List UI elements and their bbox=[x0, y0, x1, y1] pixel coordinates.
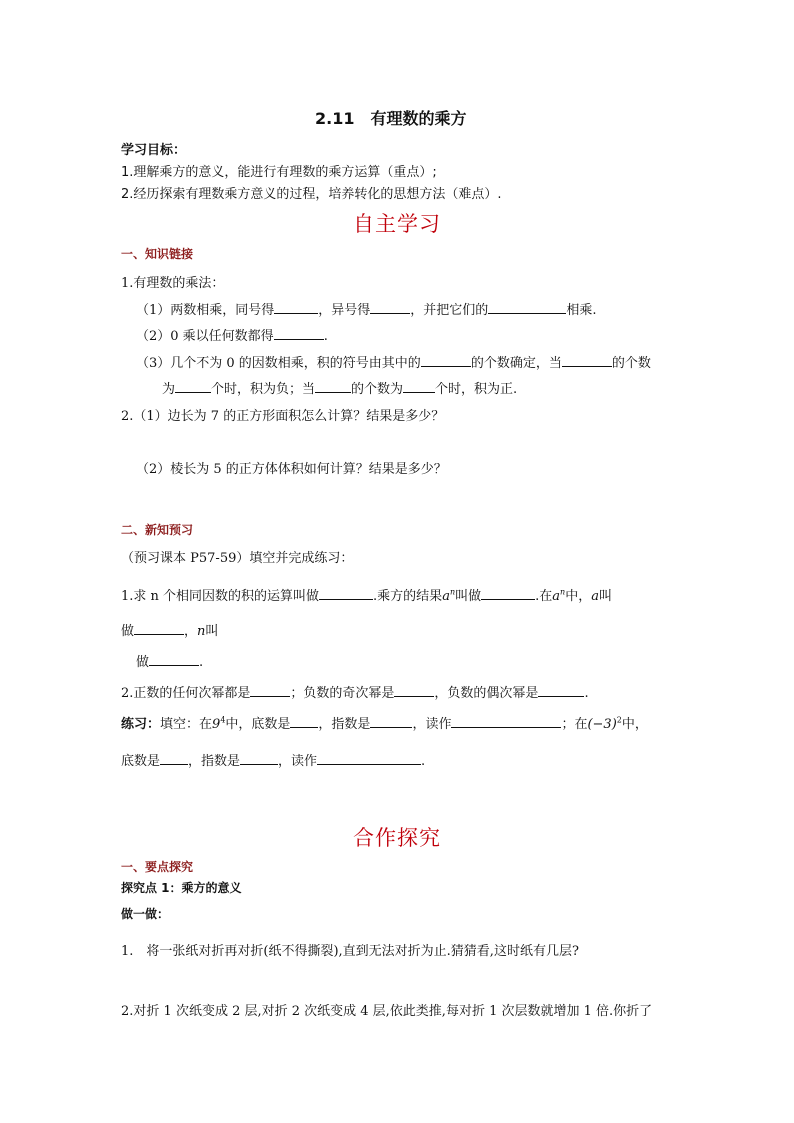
fill-blank[interactable] bbox=[240, 752, 278, 765]
fill-blank[interactable] bbox=[370, 715, 412, 728]
fill-blank[interactable] bbox=[149, 653, 199, 666]
self-study-banner: 自主学习 bbox=[353, 212, 441, 236]
question-line: 做 ，n叫 bbox=[121, 624, 219, 639]
fill-blank[interactable] bbox=[451, 715, 561, 728]
question-line: 1.求 n 个相同因数的积的运算叫做 .乘方的结果$a^n$叫做 .在$a^n$中，a叫 bbox=[121, 587, 612, 604]
fill-blank[interactable] bbox=[562, 354, 612, 367]
fill-blank[interactable] bbox=[250, 684, 290, 697]
question-line: （2）0 乘以任何数都得 . bbox=[136, 329, 328, 344]
exploration-point: 探究点 1：乘方的意义 bbox=[121, 881, 242, 895]
fill-blank[interactable] bbox=[394, 684, 434, 697]
fill-blank[interactable] bbox=[134, 622, 184, 635]
fill-blank[interactable] bbox=[175, 380, 211, 393]
fill-blank[interactable] bbox=[403, 380, 435, 393]
fill-blank[interactable] bbox=[538, 684, 584, 697]
fill-blank[interactable] bbox=[160, 752, 188, 765]
question-text: 2.（1）边长为 7 的正方形面积怎么计算？结果是多少？ bbox=[121, 409, 445, 424]
fill-blank[interactable] bbox=[315, 380, 351, 393]
section-heading: 一、要点探究 bbox=[121, 860, 194, 874]
question-text: 1.有理数的乘法： bbox=[121, 276, 225, 291]
fill-blank[interactable] bbox=[319, 587, 373, 600]
question-text: 1. 将一张纸对折再对折(纸不得撕裂),直到无法对折为止.猜猜看,这时纸有几层? bbox=[121, 944, 579, 959]
section-heading: 二、新知预习 bbox=[121, 523, 194, 537]
question-line: 2.正数的任何次幂都是 ；负数的奇次幂是 ，负数的偶次幂是 . bbox=[121, 686, 589, 701]
do-it-label: 做一做： bbox=[121, 907, 170, 921]
objectives-heading: 学习目标： bbox=[121, 143, 187, 158]
cooperative-banner: 合作探究 bbox=[353, 826, 441, 850]
fill-blank[interactable] bbox=[481, 587, 535, 600]
preview-intro: （预习课本 P57-59）填空并完成练习： bbox=[121, 551, 354, 566]
question-line: 做 . bbox=[136, 655, 204, 670]
objective-item: 1.理解乘方的意义，能进行有理数的乘方运算（重点）; bbox=[121, 165, 437, 180]
question-line: 为 个时，积为负；当 的个数为 个时，积为正. bbox=[162, 382, 518, 397]
practice-label: 练习： bbox=[121, 717, 161, 732]
question-line: （3）几个不为 0 的因数相乘，积的符号由其中的 的个数确定，当 的个数 bbox=[136, 356, 651, 371]
fill-blank[interactable] bbox=[421, 354, 471, 367]
page-title: 2.11 有理数的乘方 bbox=[315, 109, 467, 128]
fill-blank[interactable] bbox=[290, 715, 318, 728]
objective-item: 2.经历探索有理数乘方意义的过程，培养转化的思想方法（难点）. bbox=[121, 187, 502, 202]
fill-blank[interactable] bbox=[370, 301, 410, 314]
practice-line: 底数是 ，指数是 ，读作 . bbox=[121, 754, 426, 769]
fill-blank[interactable] bbox=[317, 752, 421, 765]
question-text: （2）棱长为 5 的正方体体积如何计算？结果是多少？ bbox=[136, 462, 447, 477]
question-text: 2.对折 1 次纸变成 2 层,对折 2 次纸变成 4 层,依此类推,每对折 1 次层数就增加 1 倍.你折了 bbox=[121, 1004, 653, 1019]
fill-blank[interactable] bbox=[274, 327, 324, 340]
fill-blank[interactable] bbox=[488, 301, 566, 314]
practice-line: 练习：填空：在$9^4$中，底数是 ，指数是 ，读作 ；在$(-3)^2$中， bbox=[121, 715, 648, 732]
section-heading: 一、知识链接 bbox=[121, 247, 194, 261]
question-line: （1）两数相乘，同号得 ，异号得 ，并把它们的 相乘. bbox=[136, 303, 597, 318]
fill-blank[interactable] bbox=[274, 301, 318, 314]
